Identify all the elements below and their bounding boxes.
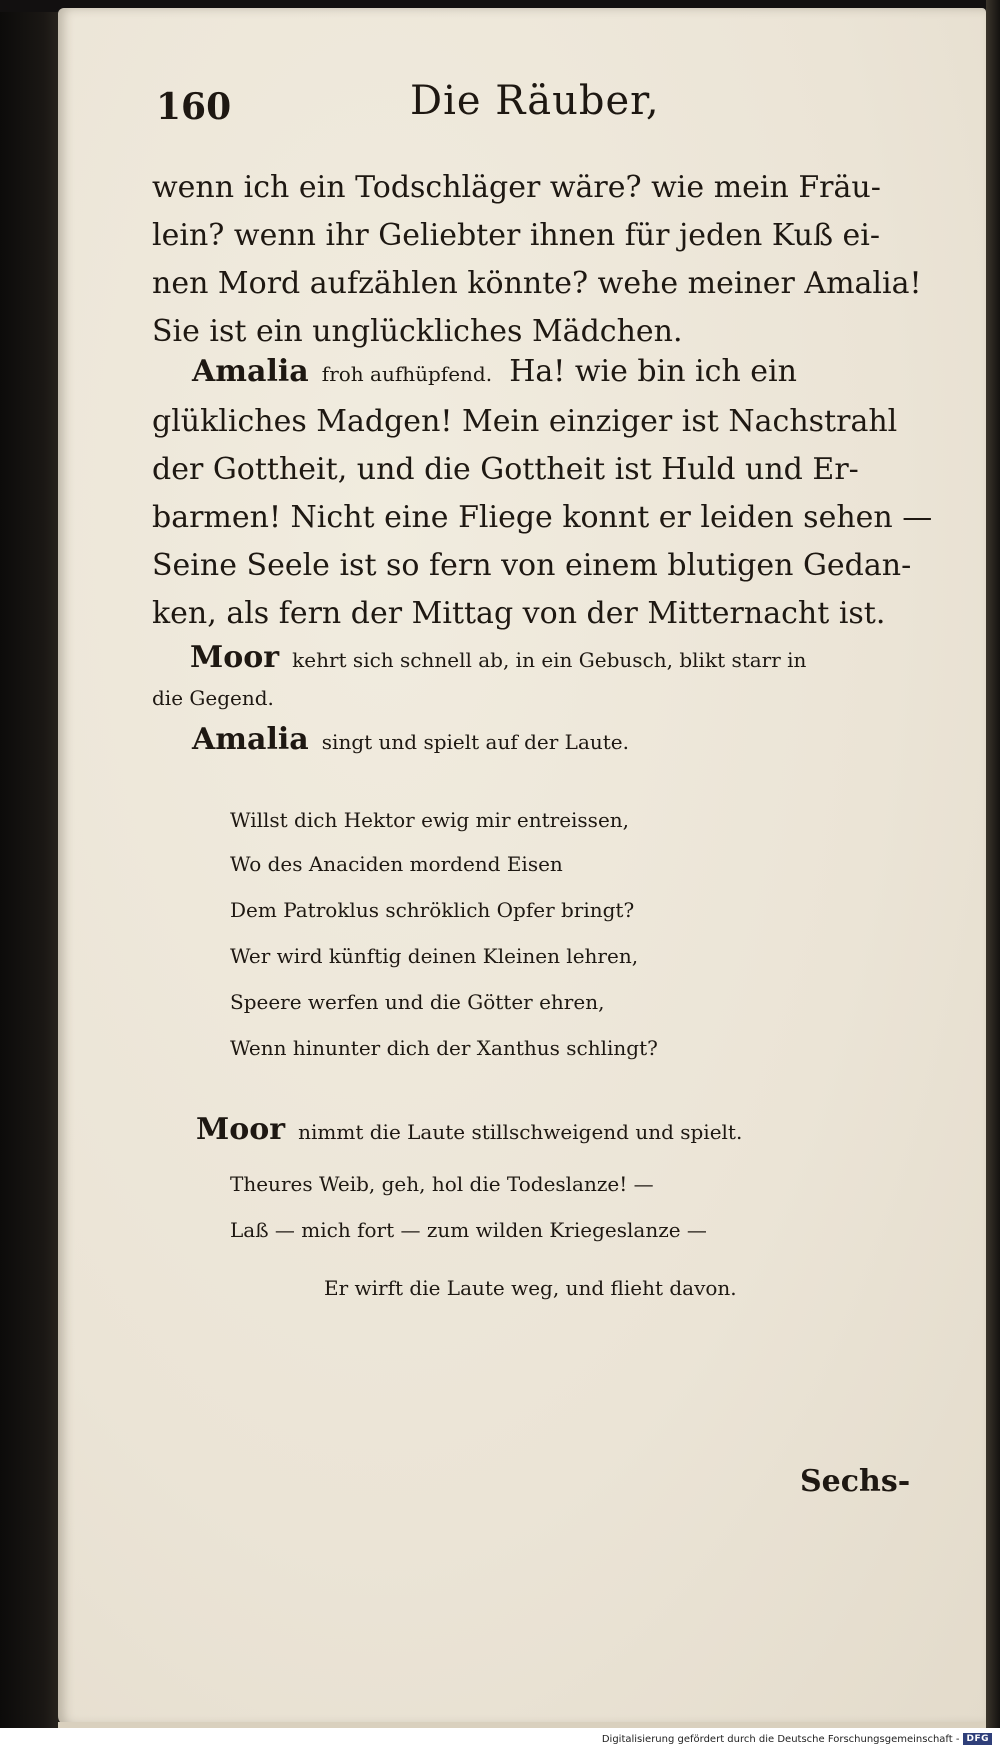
speaker-amalia: Amalia	[192, 722, 309, 757]
speaker-amalia: Amalia	[192, 354, 309, 389]
stage-direction: nimmt die Laute stillschweigend und spielt.	[298, 1120, 743, 1144]
catchword: Sechs-	[800, 1464, 911, 1499]
speech-line: der Gottheit, und die Gottheit ist Huld und Er-	[152, 452, 859, 487]
amalia-speech-header	[192, 354, 797, 389]
book-spine-shadow	[0, 0, 62, 1752]
song-line: Laß — mich fort — zum wilden Kriegeslanze —	[230, 1218, 707, 1242]
speaker-moor: Moor	[196, 1112, 286, 1147]
amalia-song-header	[192, 722, 629, 757]
song-line: Willst dich Hektor ewig mir entreissen,	[230, 808, 630, 832]
moor-song-header	[196, 1112, 742, 1147]
song-line: Dem Patroklus schröklich Opfer bringt?	[230, 898, 635, 922]
speech-line: Seine Seele ist so fern von einem blutigen Gedan-	[152, 548, 912, 583]
speaker-moor: Moor	[190, 640, 280, 675]
speech-line: Ha! wie bin ich ein	[509, 354, 797, 389]
page-number: 160	[156, 86, 232, 128]
final-stage-direction: Er wirft die Laute weg, und flieht davon.	[324, 1276, 737, 1300]
speech-line: barmen! Nicht eine Fliege konnt er leiden sehen —	[152, 500, 933, 535]
stage-direction: die Gegend.	[152, 686, 274, 710]
stage-direction: froh aufhüpfend.	[321, 362, 493, 386]
body-line: nen Mord aufzählen könnte? wehe meiner Amalia!	[152, 266, 922, 301]
credit-text: Digitalisierung gefördert durch die Deutsche Forschungsgemeinschaft -	[601, 1733, 960, 1745]
song-line: Wer wird künftig deinen Kleinen lehren,	[230, 944, 639, 968]
song-line: Speere werfen und die Götter ehren,	[230, 990, 605, 1014]
body-line: wenn ich ein Todschläger wäre? wie mein Fräu-	[152, 170, 881, 205]
song-line: Wenn hinunter dich der Xanthus schlingt?	[230, 1036, 658, 1060]
running-title: Die Räuber,	[410, 78, 660, 124]
body-line: Sie ist ein unglückliches Mädchen.	[152, 314, 683, 349]
song-line: Theures Weib, geh, hol die Todeslanze! —	[230, 1172, 654, 1196]
moor-direction-line	[190, 640, 806, 675]
dfg-logo: DFG	[963, 1733, 992, 1745]
speech-line: glükliches Madgen! Mein einziger ist Nachstrahl	[152, 404, 898, 439]
body-line: lein? wenn ihr Geliebter ihnen für jeden Kuß ei-	[152, 218, 880, 253]
stage-direction: singt und spielt auf der Laute.	[321, 730, 629, 754]
song-line: Wo des Anaciden mordend Eisen	[230, 852, 563, 876]
digitization-credit	[602, 1733, 992, 1745]
stage-direction: kehrt sich schnell ab, in ein Gebusch, blikt starr in	[292, 648, 807, 672]
speech-line: ken, als fern der Mittag von der Mitternacht ist.	[152, 596, 886, 631]
right-edge-shadow	[986, 0, 1000, 1730]
